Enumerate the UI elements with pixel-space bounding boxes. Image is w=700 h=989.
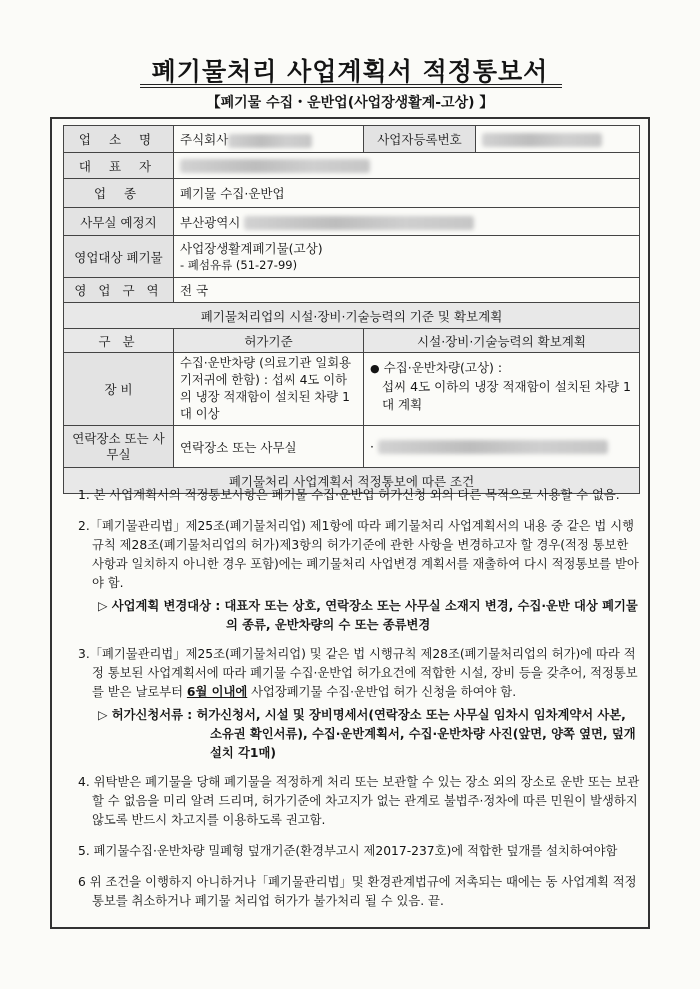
deadline-emphasis: 6월 이내에 — [186, 685, 248, 699]
row-contact — [64, 426, 640, 468]
row-type — [64, 179, 640, 208]
contact-plan — [364, 426, 640, 468]
facility-section-header — [64, 303, 640, 329]
redacted-company — [228, 134, 312, 148]
row-office — [64, 208, 640, 236]
redacted-ceo — [180, 159, 370, 173]
row-area — [64, 278, 640, 303]
condition-5: 5. 폐기물수집·운반차량 밀폐형 덮개기준(환경부고시 제2017-237호)에 적합한 덮개를 설치하여야함 — [78, 844, 618, 858]
condition-3-note: ▷ 허가신청서류 : 허가신청서, 시설 및 장비명세서(연락장소 또는 사무실 임차시 임차계약서 사본, 소유권 확인서류), 수집·운반계획서, 수집·운반차량 사진(앞면, 양쪽 옆면, 덮개 설치 각1매) — [98, 708, 636, 760]
row-equipment — [64, 353, 640, 426]
office-value: 부산광역시 — [174, 208, 640, 236]
condition-6: 6 위 조건을 이행하지 아니하거나「폐기물관리법」및 환경관계법규에 저촉되는 때에는 동 사업계획 적정통보를 취소하거나 폐기물 처리업 허가가 불가처리 될 수 있음. 끝. — [78, 875, 637, 908]
row-waste — [64, 236, 640, 278]
company-label: 업 소 명 — [64, 126, 174, 153]
type-value: 폐기물 수집·운반업 — [174, 179, 640, 208]
waste-label: 영업대상 폐기물 — [64, 236, 174, 278]
business-info-table — [63, 125, 640, 494]
bizno-label: 사업자등록번호 — [364, 126, 476, 153]
conditions-list — [78, 486, 640, 923]
redacted-address — [244, 216, 474, 230]
condition-1: 1. 본 사업계획서의 적정통보사항은 폐기물 수집·운반업 허가신청 외의 다른 목적으로 사용할 수 없음. — [78, 488, 620, 502]
ceo-value — [174, 153, 640, 179]
condition-2-note: ▷ 사업계획 변경대상 : 대표자 또는 상호, 연락장소 또는 사무실 소재지 변경, 수집·운반 대상 폐기물의 종류, 운반차량의 수 또는 종류변경 — [98, 599, 638, 632]
ceo-label: 대 표 자 — [64, 153, 174, 179]
col-standard: 허가기준 — [174, 329, 364, 353]
office-label: 사무실 예정지 — [64, 208, 174, 236]
condition-4: 4. 위탁받은 폐기물을 당해 폐기물을 적정하게 처리 또는 보관할 수 있는 장소 외의 장소로 운반 또는 보관할 수 없음을 미리 알려 드리며, 허가기준에 차고지가 없는 관계로 불법주·정차에 따른 민원이 발생하지 않도록 반드시 차고지를 이용하도록 권고함. — [78, 775, 640, 827]
document-title: 폐기물처리 사업계획서 적정통보서 — [151, 57, 549, 86]
company-value: 주식회사 — [174, 126, 364, 153]
condition-3: 3.「폐기물관리법」제25조(폐기물처리업) 및 같은 법 시행규칙 제28조(폐기물처리업의 허가)에 따라 적정 통보된 사업계획서에 따라 폐기물 수집·운반업 허가요건에 적합한 시설, 장비 등을 갖추어, 적정통보를 받은 날로부터 6월 이내에 사업장폐기물 수집·운반업 허가 신청을 하여야 함. — [78, 647, 638, 699]
facility-section-title: 폐기물처리업의 시설·장비·기술능력의 기준 및 확보계획 — [64, 303, 640, 329]
area-label: 영 업 구 역 — [64, 278, 174, 303]
contact-label: 연락장소 또는 사무실 — [64, 426, 174, 468]
document-subtitle: 【폐기물 수집・운반업(사업장생활계-고상) 】 — [206, 95, 494, 111]
row-ceo — [64, 153, 640, 179]
col-class: 구 분 — [64, 329, 174, 353]
row-company — [64, 126, 640, 153]
bizno-value — [476, 126, 640, 153]
redacted-bizno — [482, 133, 602, 147]
facility-column-headers — [64, 329, 640, 353]
contact-standard: 연락장소 또는 사무실 — [174, 426, 364, 468]
area-value: 전 국 — [174, 278, 640, 303]
bullet-small-icon: · — [370, 438, 374, 454]
equipment-standard: 수집·운반차량 (의료기관 일회용기저귀에 한함) : 섭씨 4도 이하의 냉장 적재함이 설치된 차량 1대 이상 — [174, 353, 364, 426]
type-label: 업 종 — [64, 179, 174, 208]
col-plan: 시설·장비·기술능력의 확보계획 — [364, 329, 640, 353]
equipment-plan: ● 수집·운반차량(고상) : 섭씨 4도 이하의 냉장 적재함이 설치된 차량 1대 계획 — [364, 353, 640, 426]
equipment-label: 장 비 — [64, 353, 174, 426]
title-underline — [140, 84, 562, 88]
conditions-section-title: 폐기물처리 사업계획서 적정통보에 따른 조건 — [64, 468, 640, 494]
condition-2: 2.「폐기물관리법」제25조(폐기물처리업) 제1항에 따라 폐기물처리 사업계획서의 내용 중 같은 법 시행규칙 제28조(폐기물처리업의 허가)제3항의 허가기준에 관한 사항을 변경하고자 할 경우(적정 통보한 사항과 일치하지 아니한 경우 포함)에는 폐기물처리 사업변경 계획서를 재출하여 다시 적정통보를 받아야 함. — [78, 519, 639, 590]
bullet-icon: ● — [370, 362, 380, 375]
waste-value: 사업장생활계폐기물(고상) - 폐섬유류 (51-27-99) — [174, 236, 640, 278]
redacted-contact — [378, 440, 608, 454]
